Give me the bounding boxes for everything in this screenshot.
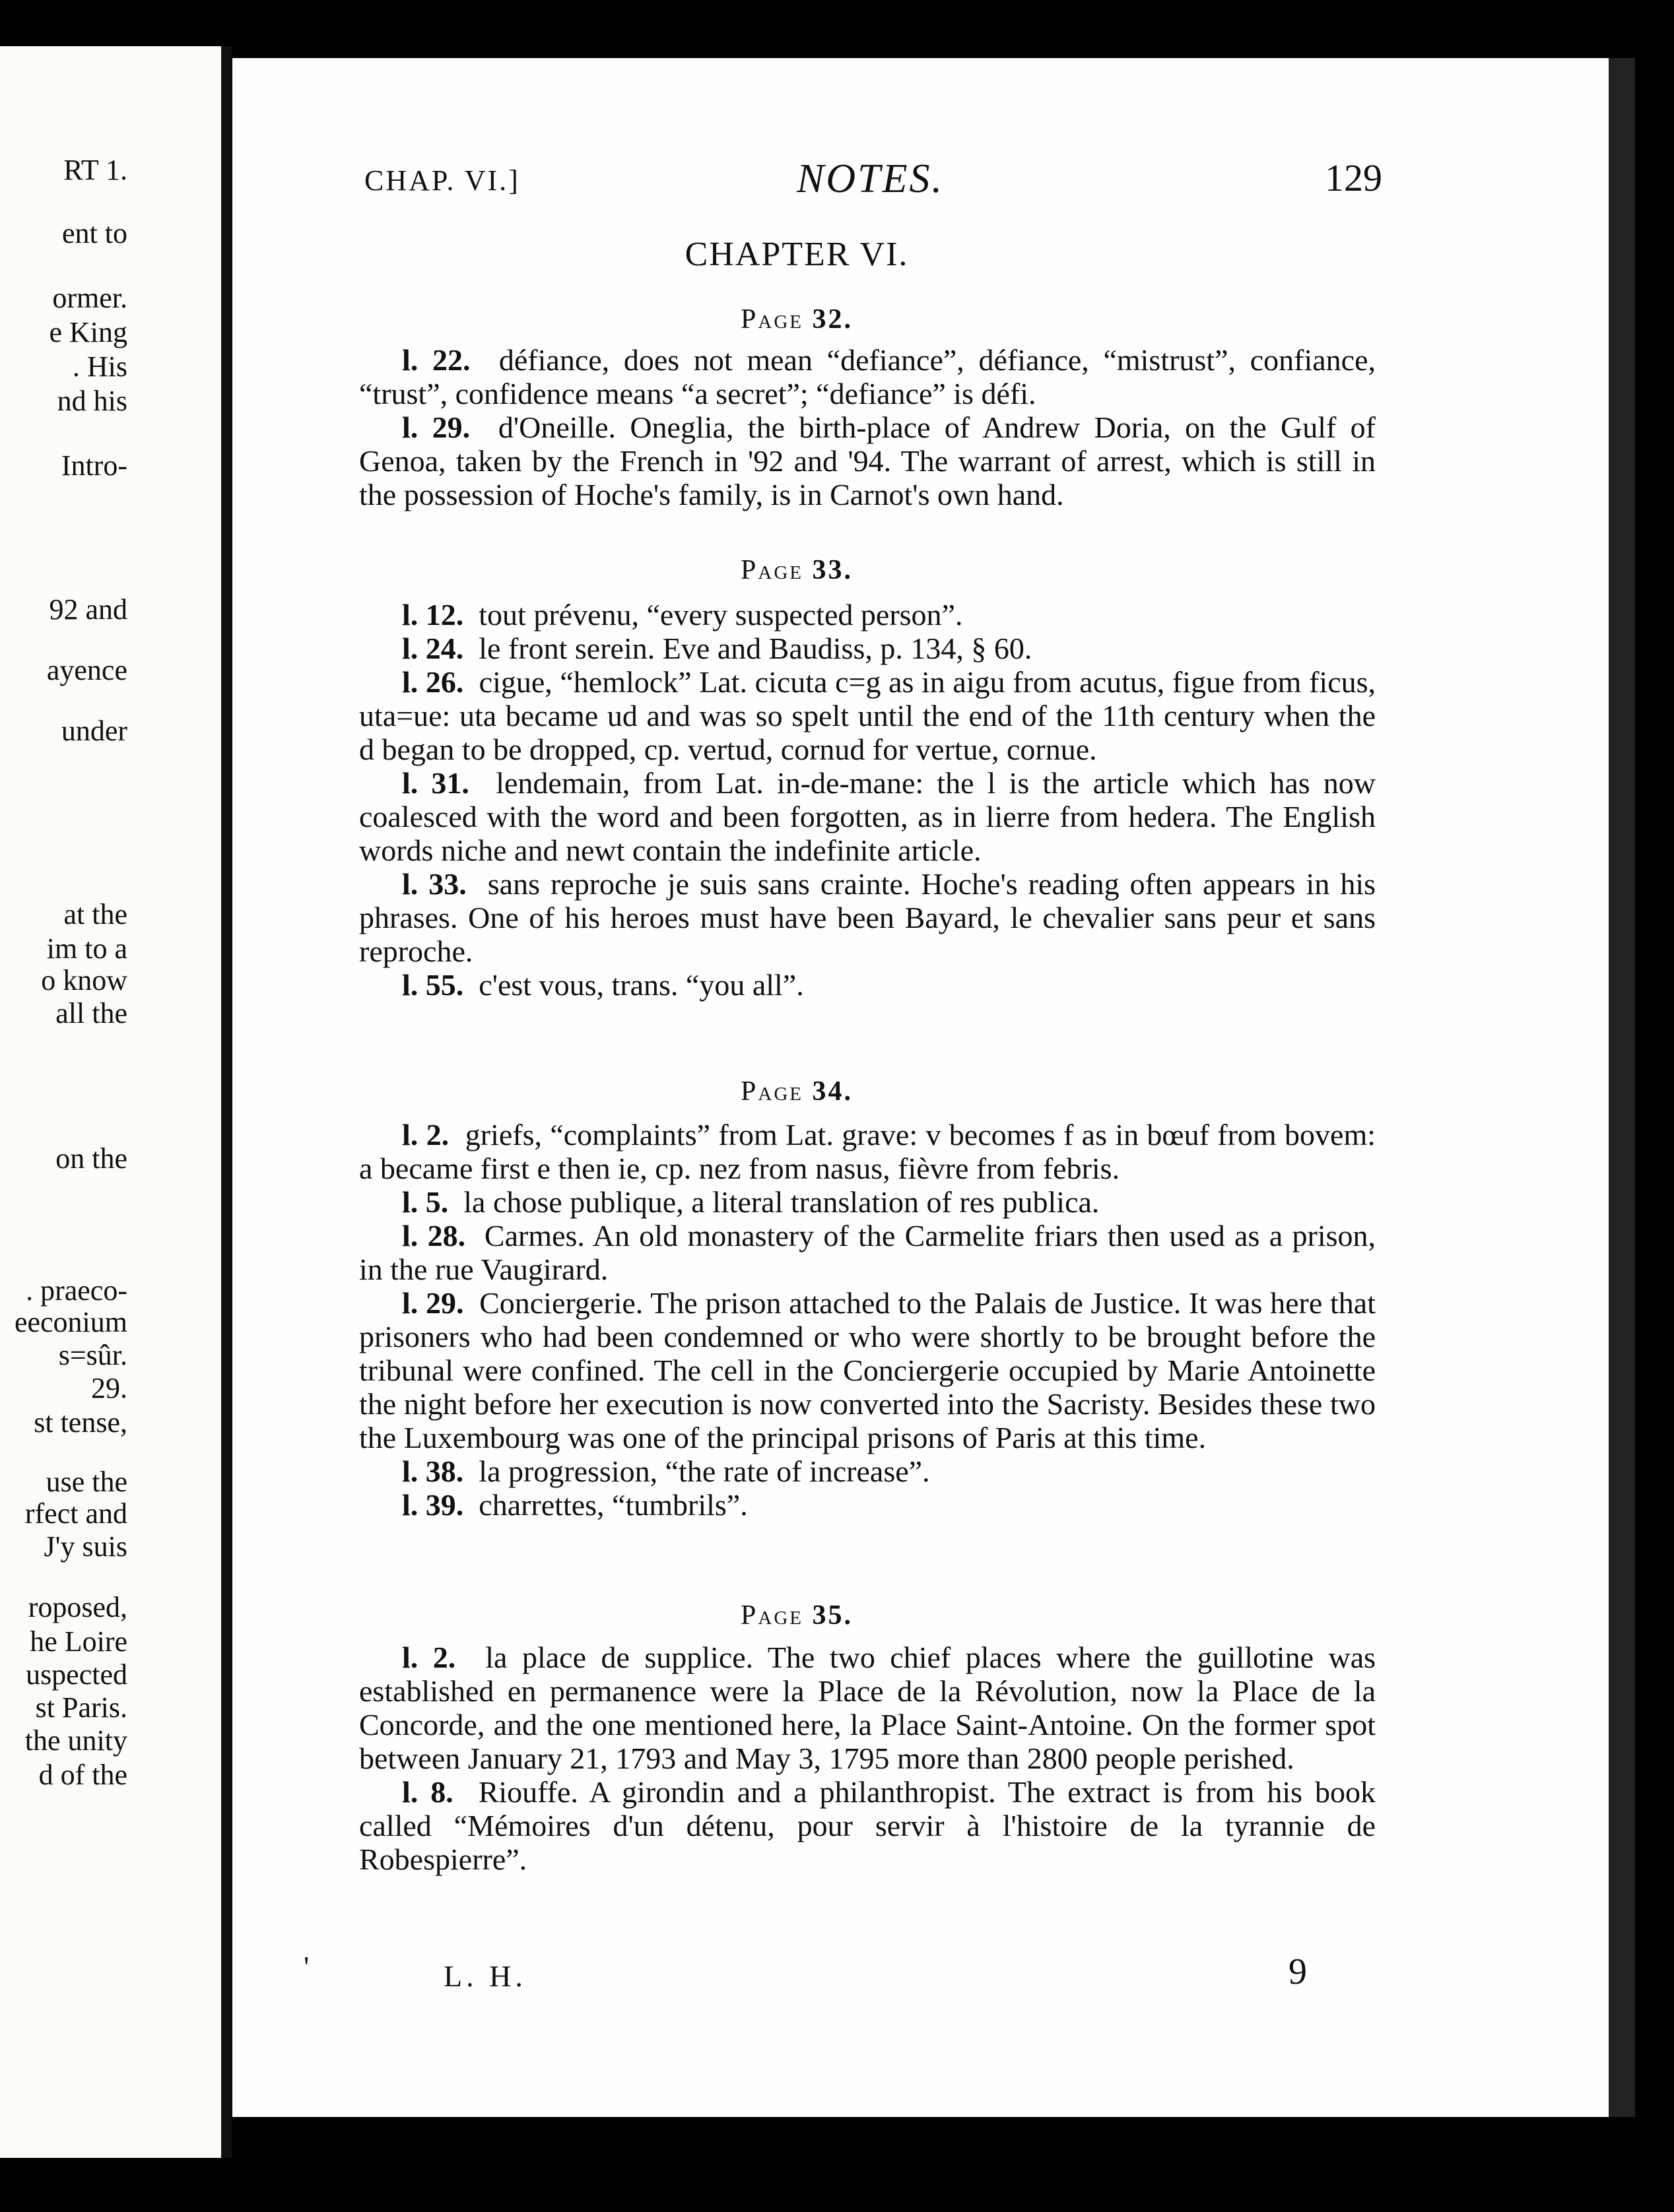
note-line-ref: l. 5. <box>402 1185 449 1219</box>
left-page-line: . praeco- <box>26 1274 127 1307</box>
left-page-line: im to a <box>46 932 127 965</box>
note-text: c'est vous, trans. “you all”. <box>479 968 804 1002</box>
left-page-line: ormer. <box>52 282 127 314</box>
left-page-line: o know <box>41 964 127 996</box>
left-page-line: roposed, <box>28 1591 127 1623</box>
note-entry <box>359 1219 1376 1286</box>
note-line-ref: l. 22. <box>402 343 471 377</box>
page-number: 129 <box>1325 156 1382 199</box>
note-entry <box>359 343 1376 410</box>
note-line-ref: l. 24. <box>402 632 464 665</box>
left-page-line: RT 1. <box>63 154 127 186</box>
note-text: d'Oneille. Oneglia, the birth-place of Andrew Doria, on the Gulf of Genoa, taken by the French in '92 and '94. The warrant of arrest, which is still in the possession of Hoche's family, is in Carnot's own hand. <box>359 410 1376 511</box>
section-heading <box>232 1076 1361 1107</box>
section-heading-number: 34. <box>812 1076 853 1107</box>
notes-block <box>359 343 1376 511</box>
note-line-ref: l. 8. <box>402 1775 453 1809</box>
left-page-line: st Paris. <box>35 1691 127 1724</box>
note-text: défiance, does not mean “defiance”, défiance, “mistrust”, confiance, “trust”, confidence means “a secret”; “defiance” is défi. <box>359 343 1376 410</box>
section-heading-word: Page <box>741 555 803 585</box>
left-page-line: all the <box>55 997 127 1029</box>
left-page-line: e King <box>49 316 127 348</box>
note-text: Carmes. An old monastery of the Carmelite friars then used as a prison, in the rue Vaugirard. <box>359 1219 1376 1286</box>
left-page-line: rfect and <box>24 1497 127 1530</box>
note-line-ref: l. 2. <box>402 1641 456 1674</box>
left-page-line: 29. <box>91 1372 127 1404</box>
signature-mark: L. H. <box>444 1959 527 1993</box>
note-text: lendemain, from Lat. in-de-mane: the l is the article which has now coalesced with the word and been forgotten, as in lierre from hedera. The English words niche and newt contain the indefinite article. <box>359 766 1376 867</box>
note-line-ref: l. 33. <box>402 867 467 901</box>
note-entry <box>359 665 1376 766</box>
note-entry <box>359 867 1376 968</box>
left-page-line: uspected <box>26 1658 127 1691</box>
note-line-ref: l. 29. <box>402 410 471 444</box>
left-page-line: nd his <box>57 385 127 417</box>
note-text: la progression, “the rate of increase”. <box>479 1454 930 1488</box>
left-page-line: under <box>61 715 127 747</box>
right-page <box>232 58 1609 2117</box>
section-heading-word: Page <box>741 304 803 335</box>
notes-block <box>359 1641 1376 1876</box>
note-text: la chose publique, a literal translation of res publica. <box>463 1185 1100 1219</box>
note-entry <box>359 1185 1376 1219</box>
left-page-line: ayence <box>46 654 127 686</box>
note-entry <box>359 1641 1376 1775</box>
note-text: cigue, “hemlock” Lat. cicuta c=g as in aigu from acutus, figue from ficus, uta=ue: uta became ud and was so spelt until the end of the 11th century when the d began to be dropped, cp. vertud, cornud for vertue, cornue. <box>359 665 1376 766</box>
left-page-line: eeconium <box>14 1306 127 1338</box>
note-entry <box>359 1454 1376 1488</box>
note-line-ref: l. 12. <box>402 598 464 632</box>
note-text: Riouffe. A girondin and a philanthropist. The extract is from his book called “Mémoires d'un détenu, pour servir à l'histoire de la tyrannie de Robespierre”. <box>359 1775 1376 1876</box>
section-heading <box>232 554 1361 586</box>
left-page-line: ent to <box>62 217 127 249</box>
left-page-line: . His <box>72 350 127 383</box>
running-head-title: NOTES. <box>797 156 944 201</box>
note-text: tout prévenu, “every suspected person”. <box>479 598 963 632</box>
left-page-line: J'y suis <box>44 1530 127 1563</box>
sheet-number: 9 <box>1289 1951 1307 1992</box>
page-edge-shadow <box>1609 58 1635 2117</box>
left-page-line: d of the <box>38 1759 127 1791</box>
page-gutter <box>221 46 232 2158</box>
notes-block <box>359 1118 1376 1522</box>
note-text: griefs, “complaints” from Lat. grave: v becomes f as in bœuf from bovem: a became first e then ie, cp. nez from nasus, fièvre from febris. <box>359 1118 1376 1185</box>
left-page-line: he Loire <box>30 1625 127 1658</box>
section-heading-number: 35. <box>812 1600 853 1631</box>
note-line-ref: l. 28. <box>402 1219 466 1252</box>
left-page-line: the unity <box>24 1724 127 1757</box>
note-line-ref: l. 2. <box>402 1118 450 1152</box>
note-line-ref: l. 39. <box>402 1488 464 1522</box>
note-text: charrettes, “tumbrils”. <box>479 1488 748 1522</box>
left-page-line: Intro- <box>61 449 127 482</box>
section-heading-word: Page <box>741 1076 803 1107</box>
note-text: Conciergerie. The prison attached to the Palais de Justice. It was here that prisoners who had been condemned or who were shortly to be brought before the tribunal were confined. The cell in the Conciergerie occupied by Marie Antoinette the night before her execution is now converted into the Sacristy. Besides these two the Luxembourg was one of the principal prisons of Paris at this time. <box>359 1286 1376 1454</box>
note-line-ref: l. 55. <box>402 968 464 1002</box>
notes-block <box>359 598 1376 1002</box>
note-line-ref: l. 31. <box>402 766 469 800</box>
note-text: la place de supplice. The two chief places where the guillotine was established en permanence were la Place de la Révolution, now la Place de la Concorde, and the one mentioned here, la Place Saint-Antoine. On the former spot between January 21, 1793 and May 3, 1795 more than 2800 people perished. <box>359 1641 1376 1775</box>
left-page-line: at the <box>63 898 127 930</box>
note-entry <box>359 1286 1376 1454</box>
note-entry <box>359 1775 1376 1876</box>
note-entry <box>359 1488 1376 1522</box>
note-line-ref: l. 38. <box>402 1454 464 1488</box>
note-entry <box>359 598 1376 632</box>
note-entry <box>359 766 1376 867</box>
note-entry <box>359 968 1376 1002</box>
chapter-heading: CHAPTER VI. <box>685 236 909 273</box>
left-page-line: on the <box>55 1142 127 1175</box>
section-heading <box>232 304 1361 335</box>
section-heading-number: 32. <box>812 304 853 335</box>
note-entry <box>359 410 1376 511</box>
note-line-ref: l. 26. <box>402 665 464 699</box>
footer-mark: ' <box>304 1950 310 1984</box>
section-heading <box>232 1600 1361 1631</box>
note-entry <box>359 632 1376 665</box>
section-heading-number: 33. <box>812 555 853 585</box>
left-page-line: 92 and <box>49 593 127 626</box>
left-page-line: st tense, <box>34 1406 127 1439</box>
section-heading-word: Page <box>741 1600 803 1631</box>
note-line-ref: l. 29. <box>402 1286 464 1320</box>
running-head-chapter: CHAP. VI.] <box>364 164 520 197</box>
left-page-line: s=sûr. <box>58 1339 127 1371</box>
note-text: sans reproche je suis sans crainte. Hoche's reading often appears in his phrases. One of his heroes must have been Bayard, le chevalier sans peur et sans reproche. <box>359 867 1376 968</box>
left-page-line: use the <box>46 1466 127 1498</box>
note-entry <box>359 1118 1376 1185</box>
note-text: le front serein. Eve and Baudiss, p. 134, § 60. <box>479 632 1032 665</box>
left-page-fragment <box>0 46 228 2158</box>
